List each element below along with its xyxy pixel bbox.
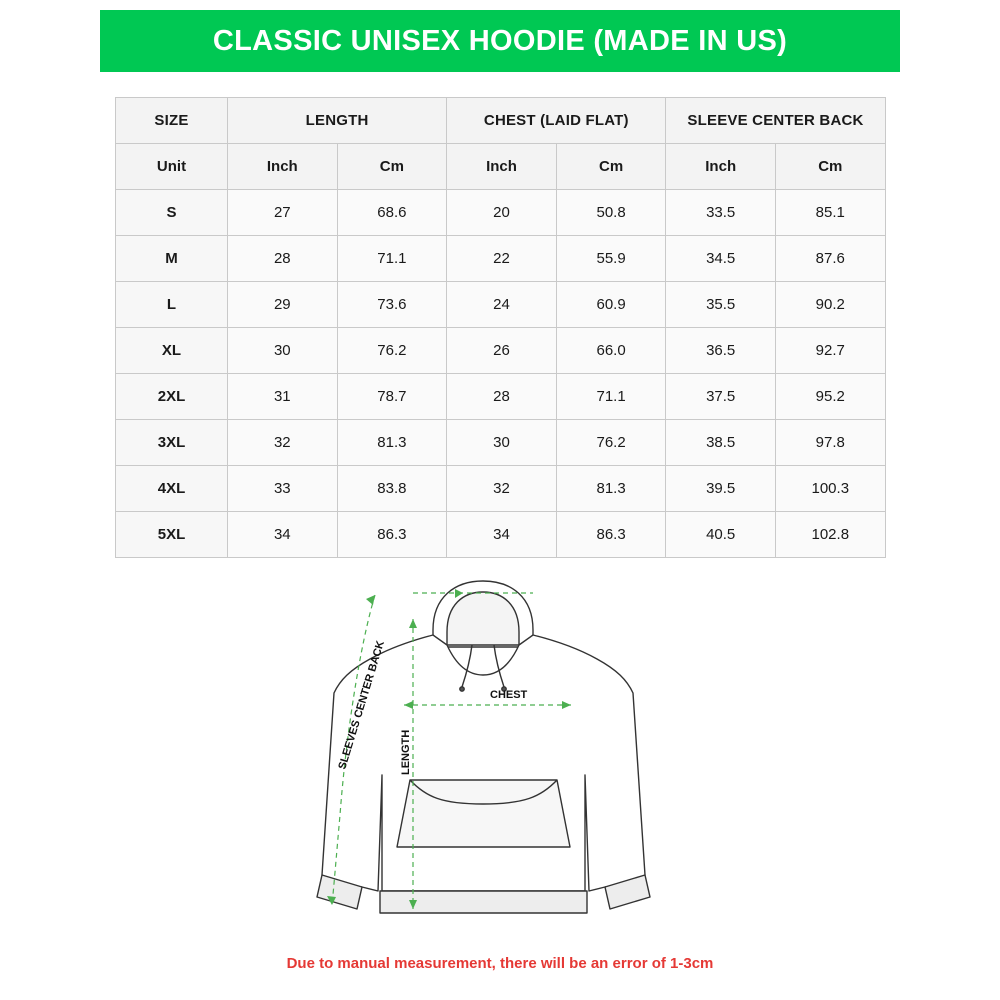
- cell-length-cm: 81.3: [337, 420, 447, 466]
- table-row: [116, 328, 886, 374]
- unit-chest-cm: Cm: [556, 144, 666, 190]
- table-unit-row: [116, 144, 886, 190]
- cell-sleeve-cm: 95.2: [775, 374, 885, 420]
- sleeves-center-back-label: SLEEVES CENTER BACK: [336, 639, 388, 771]
- cell-length-inch: 28: [228, 236, 338, 282]
- cell-chest-inch: 26: [447, 328, 557, 374]
- table-header-length: LENGTH: [228, 98, 447, 144]
- table-row: [116, 466, 886, 512]
- size-chart-table: [115, 97, 886, 558]
- cell-length-cm: 73.6: [337, 282, 447, 328]
- cell-chest-cm: 55.9: [556, 236, 666, 282]
- table-row: [116, 512, 886, 558]
- hoodie-illustration: [300, 575, 720, 925]
- cell-chest-inch: 28: [447, 374, 557, 420]
- cell-chest-inch: 30: [447, 420, 557, 466]
- cell-chest-cm: 81.3: [556, 466, 666, 512]
- cell-length-inch: 33: [228, 466, 338, 512]
- cell-chest-cm: 60.9: [556, 282, 666, 328]
- cell-length-cm: 86.3: [337, 512, 447, 558]
- header-banner: [100, 10, 900, 72]
- cell-chest-cm: 86.3: [556, 512, 666, 558]
- cell-sleeve-inch: 37.5: [666, 374, 776, 420]
- cell-chest-inch: 20: [447, 190, 557, 236]
- cell-length-cm: 71.1: [337, 236, 447, 282]
- cell-length-cm: 68.6: [337, 190, 447, 236]
- cell-chest-inch: 32: [447, 466, 557, 512]
- cell-length-inch: 30: [228, 328, 338, 374]
- cell-size: XL: [116, 328, 228, 374]
- cell-length-inch: 29: [228, 282, 338, 328]
- cell-length-inch: 32: [228, 420, 338, 466]
- unit-sleeve-inch: Inch: [666, 144, 776, 190]
- cell-sleeve-inch: 33.5: [666, 190, 776, 236]
- cell-length-cm: 83.8: [337, 466, 447, 512]
- size-chart-table-container: [115, 97, 885, 558]
- table-row: [116, 374, 886, 420]
- cell-sleeve-cm: 87.6: [775, 236, 885, 282]
- unit-sleeve-cm: Cm: [775, 144, 885, 190]
- cell-sleeve-inch: 40.5: [666, 512, 776, 558]
- cell-size: L: [116, 282, 228, 328]
- cell-sleeve-cm: 100.3: [775, 466, 885, 512]
- cell-chest-inch: 24: [447, 282, 557, 328]
- cell-size: S: [116, 190, 228, 236]
- unit-length-cm: Cm: [337, 144, 447, 190]
- cell-size: 5XL: [116, 512, 228, 558]
- cell-sleeve-inch: 36.5: [666, 328, 776, 374]
- cell-size: 2XL: [116, 374, 228, 420]
- cell-chest-cm: 76.2: [556, 420, 666, 466]
- table-row: [116, 236, 886, 282]
- cell-size: 3XL: [116, 420, 228, 466]
- cell-length-inch: 34: [228, 512, 338, 558]
- cell-length-inch: 31: [228, 374, 338, 420]
- unit-label: Unit: [116, 144, 228, 190]
- table-row: [116, 420, 886, 466]
- cell-sleeve-inch: 35.5: [666, 282, 776, 328]
- cell-sleeve-inch: 38.5: [666, 420, 776, 466]
- unit-length-inch: Inch: [228, 144, 338, 190]
- cell-chest-cm: 50.8: [556, 190, 666, 236]
- unit-chest-inch: Inch: [447, 144, 557, 190]
- cell-chest-cm: 66.0: [556, 328, 666, 374]
- length-label: LENGTH: [400, 729, 412, 775]
- cell-sleeve-inch: 34.5: [666, 236, 776, 282]
- chest-label: CHEST: [490, 689, 528, 701]
- cell-sleeve-cm: 102.8: [775, 512, 885, 558]
- cell-sleeve-inch: 39.5: [666, 466, 776, 512]
- measurement-disclaimer: Due to manual measurement, there will be an error of 1-3cm: [286, 955, 714, 972]
- cell-chest-cm: 71.1: [556, 374, 666, 420]
- cell-size: 4XL: [116, 466, 228, 512]
- cell-sleeve-cm: 85.1: [775, 190, 885, 236]
- table-header-chest: CHEST (LAID FLAT): [447, 98, 666, 144]
- page-title: CLASSIC UNISEX HOODIE (MADE IN US): [212, 24, 788, 57]
- table-group-header-row: [116, 98, 886, 144]
- table-row: [116, 190, 886, 236]
- table-row: [116, 282, 886, 328]
- cell-sleeve-cm: 97.8: [775, 420, 885, 466]
- cell-length-inch: 27: [228, 190, 338, 236]
- cell-size: M: [116, 236, 228, 282]
- cell-sleeve-cm: 90.2: [775, 282, 885, 328]
- cell-length-cm: 78.7: [337, 374, 447, 420]
- cell-chest-inch: 34: [447, 512, 557, 558]
- table-header-size: SIZE: [116, 98, 228, 144]
- cell-length-cm: 76.2: [337, 328, 447, 374]
- cell-chest-inch: 22: [447, 236, 557, 282]
- table-header-sleeve: SLEEVE CENTER BACK: [666, 98, 885, 144]
- cell-sleeve-cm: 92.7: [775, 328, 885, 374]
- hoodie-garment-drawing: [317, 581, 650, 913]
